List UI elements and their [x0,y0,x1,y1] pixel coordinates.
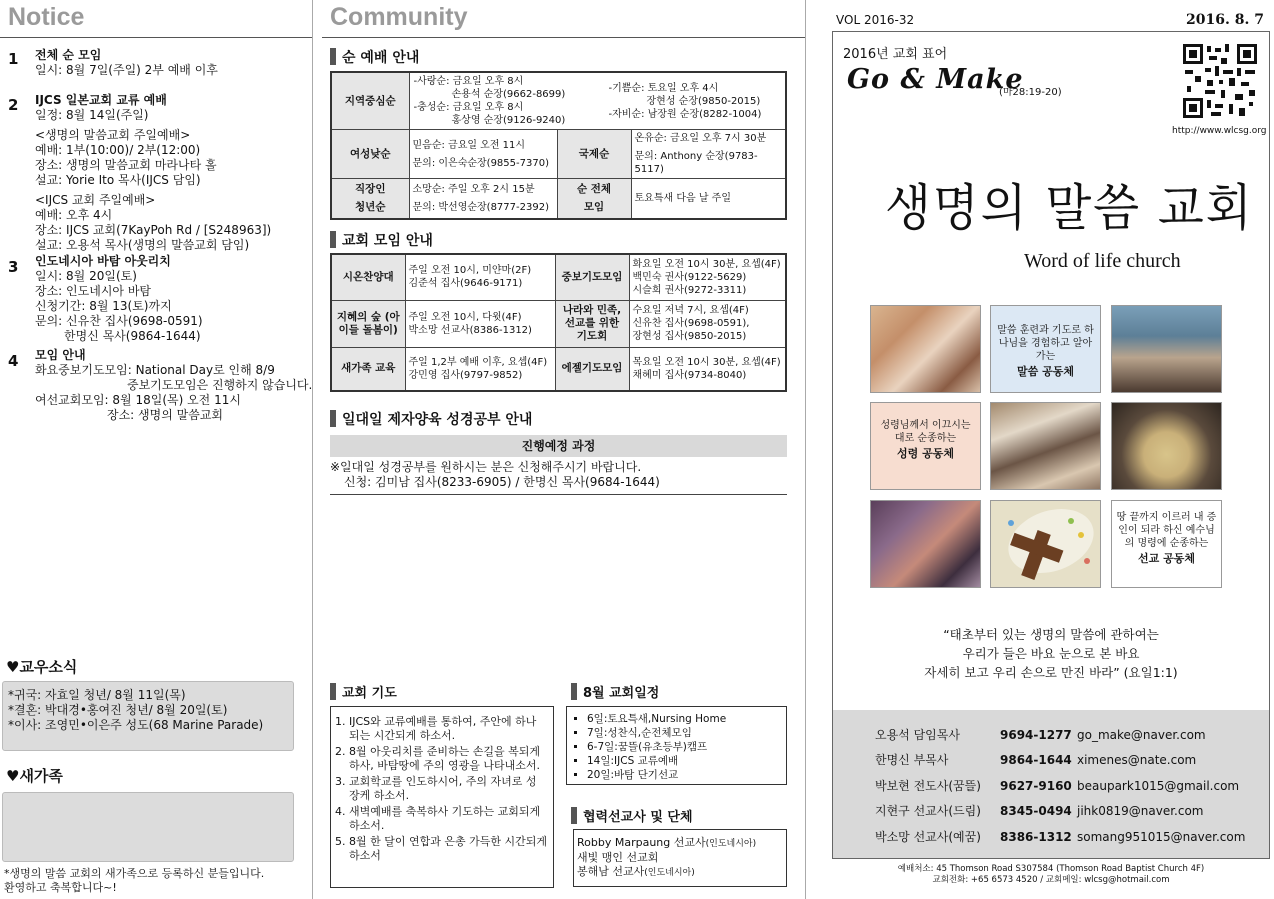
address-line: 예배처소: 45 Thomson Road S307584 (Thomson Road Baptist Church 4F) [897,864,1205,874]
meeting-text: 주일 오전 10시, 다윗(4F) [408,311,522,323]
mission-section-title: 협력선교사 및 단체 [571,806,693,825]
worship-text: 손용석 순장(9662-8699) [451,89,566,100]
quote-line: 우리가 들은 바요 눈으로 본 바요 [962,646,1140,661]
worship-text: -사랑순: 금요일 오후 8시 [413,76,524,87]
tile-spirit-community [870,402,981,490]
contact-name: 박보현 전도사(꿈뜰) [875,779,981,793]
contact-row [875,753,1196,768]
news-line: *이사: 조영민•이은주 성도(68 Marine Parade) [8,718,264,732]
notice-line: 화요중보기도모임: National Day로 인해 8/9 [35,363,275,377]
meeting-label: 새가족 교육 [331,347,405,391]
newfamily-note [4,867,309,895]
mission-item [577,865,783,880]
contact-phone: 8386-1312 [1000,830,1072,844]
bible-text [330,460,790,490]
worship-label: 지역중심순 [331,72,409,130]
contact-phone: 9864-1644 [1000,753,1072,767]
verse-ref: (마28:19-20) [999,87,1062,98]
contact-phone: 9627-9160 [1000,779,1072,793]
schedule-section-title: 8월 교회일정 [571,682,659,701]
schedule-item: ▪ 20일:바탐 단기선교 [587,768,782,782]
quote-line: 자세히 보고 우리 손으로 만진 바라” (요일1:1) [924,665,1178,680]
worship-text: 문의: Anthony 순장(9783-5117) [634,151,758,175]
prayer-item: 1. IJCS와 교류예배를 통하여, 주안에 하나되는 시간되게 하소서. [349,715,547,743]
schedule-box [566,706,787,785]
column-divider [312,0,313,899]
meeting-label: 중보기도모임 [555,254,629,300]
schedule-item: ▪ 6일:토요특새,Nursing Home [587,712,782,726]
worship-cell [409,179,557,219]
meeting-text: 수요일 저녁 7시, 요셉(4F) [632,305,749,316]
worship-text: -자비순: 남장원 순장(8282-1004) [608,109,762,120]
bible-line: 신청: 김미남 집사(8233-6905) / 한명신 목사(9684-1644) [344,475,660,489]
photo-prayer [870,500,981,588]
notice-line: 문의: 신유찬 집사(9698-0591) [35,314,203,328]
worship-label [331,179,409,219]
meeting-cell [629,347,786,391]
bible-line: ※일대일 성경공부를 원하시는 분은 신청해주시기 바랍니다. [330,460,642,474]
mission-item [577,836,783,851]
logo: Go & Make [847,64,1024,95]
mission-name: 새빛 맹인 선교회 [577,851,659,864]
address-line: 교회전화: +65 6573 4520 / 교회메일: wlcsg@hotmail.com [932,875,1170,885]
meeting-text: 신유찬 집사(9698-0591), [632,318,750,329]
notice-item-4 [35,348,312,423]
volume: VOL 2016-32 [836,13,915,27]
notice-item-3 [35,254,203,344]
meeting-text: 장현성 집사(9850-2015) [632,331,747,342]
newfamily-note-line: *생명의 말씀 교회의 새가족으로 등록하신 분들입니다. [4,867,265,880]
notice-title: IJCS 일본교회 교류 예배 [35,93,167,107]
qr-code-icon [1183,44,1257,118]
worship-text: 홍상영 순장(9126-9240) [451,115,566,126]
meeting-text: 화요일 오전 10시 30분, 요셉(4F) [632,258,781,270]
prayer-item: 3. 교회학교를 인도하시어, 주의 자녀로 성장케 하소서. [349,775,547,803]
meeting-text: 시슬희 권사(9272-3311) [632,284,747,296]
prayer-item: 4. 새벽예배를 축복하사 기도하는 교회되게 하소서. [349,805,547,833]
photo-group [990,402,1101,490]
notice-num: 2 [8,96,19,114]
meeting-label: 나라와 민족, 선교를 위한 기도회 [555,300,629,347]
quote-line: “태초부터 있는 생명의 말씀에 관하여는 [943,627,1159,642]
notice-line: <생명의 말씀교회 주일예배> [35,128,191,142]
column-divider [805,0,806,899]
meeting-cell [405,254,555,300]
worship-label: 여성낮순 [331,130,409,179]
worship-label [557,179,631,219]
news-title: ♥교우소식 [6,658,78,676]
contact-name: 오용석 담임목사 [875,728,960,742]
contact-row [875,779,1239,794]
meeting-text: 목요일 오전 10시 30분, 요셉(4F) [632,356,781,368]
photo-cross-craft [990,500,1101,588]
mission-box [573,829,787,887]
divider [330,494,787,495]
notice-line: 설교: 오용석 목사(생명의 말씀교회 담임) [35,238,250,252]
notice-line: 예배: 오후 4시 [35,208,113,222]
contact-row [875,830,1245,845]
prayer-box [330,706,554,888]
meeting-text: 주일 오전 10시, 미얀마(2F) [408,265,532,277]
schedule-item: ▪ 6-7일:꿈뜰(유초등부)캠프 [587,740,782,754]
newfamily-box [2,792,294,862]
notice-line: 한명신 목사(9864-1644) [64,329,201,343]
meeting-label: 지혜의 숲 (아이들 돌봄이) [331,300,405,347]
scripture-quote [832,625,1270,682]
notice-line: 일정: 8월 14일(주일) [35,108,149,122]
worship-section-title: 순 예배 안내 [330,47,419,67]
contact-phone: 9694-1277 [1000,728,1072,742]
tile-title: 말씀 공동체 [1017,365,1074,378]
worship-label-line: 직장인 [355,182,386,195]
contact-row [875,728,1206,743]
newfamily-note-line: 환영하고 축복합니다~! [4,881,117,894]
mission-item [577,851,783,865]
meeting-cell [405,300,555,347]
contact-email: go_make@naver.com [1077,728,1206,742]
worship-text: -충성순: 금요일 오후 8시 [413,102,524,113]
church-name-ko: 생명의 말씀 교회 [885,179,1254,237]
worship-text: 온유순: 금요일 오후 7시 30분 [634,133,767,144]
motto-label: 2016년 교회 표어 [843,47,948,62]
meeting-text: 백민숙 권사(9122-5629) [632,271,747,283]
photo-bible-study [870,305,981,393]
contact-name: 박소망 선교사(예꿈) [875,830,981,844]
notice-line: 중보기도모임은 진행하지 않습니다. [127,378,313,392]
meeting-text: 박소망 선교사(8386-1312) [408,324,532,336]
notice-line: 장소: 생명의 말씀교회 마라나타 홀 [35,158,217,172]
contact-phone: 8345-0494 [1000,804,1072,818]
worship-table [330,71,787,220]
contact-name: 한명신 부목사 [875,753,949,767]
schedule-item: ▪ 14일:IJCS 교류예배 [587,754,782,768]
notice-line: 장소: 생명의 말씀교회 [107,408,224,422]
news-line: *귀국: 자효일 청년/ 8월 11일(목) [8,688,186,702]
tile-title: 선교 공동체 [1138,552,1195,565]
tile-text: 성령님께서 이끄시는 대로 순종하는 [880,420,971,444]
contact-email: jihk0819@naver.com [1077,804,1204,818]
meetings-section-title: 교회 모임 안내 [330,230,433,250]
contact-name: 지현구 선교사(드림) [875,804,981,818]
prayer-item: 5. 8월 한 달이 연합과 은총 가득한 시간되게 하소서 [349,835,547,863]
tile-text: 말씀 훈련과 기도로 하나님을 경험하고 알아가는 [997,325,1094,362]
worship-cell [409,72,786,130]
bible-section-title: 일대일 제자양육 성경공부 안내 [330,409,532,429]
notice-num: 3 [8,258,19,276]
notice-num: 1 [8,50,19,68]
notice-item-2 [35,93,271,253]
worship-text: 믿음순: 금요일 오전 11시 [412,139,526,151]
notice-header: Notice [0,0,312,38]
tile-mission-community [1111,500,1222,588]
notice-line: 장소: 인도네시아 바탐 [35,284,152,298]
notice-line: 여선교회모임: 8월 18일(목) 오전 11시 [35,393,241,407]
mission-country: (인도네시아) [644,868,695,878]
contact-email: beaupark1015@gmail.com [1077,779,1240,793]
meeting-text: 주일 1,2부 예배 이후, 요셉(4F) [408,356,548,368]
tile-word-community [990,305,1101,393]
mission-name: Robby Marpaung 선교사 [577,836,706,849]
notice-title: 인도네시아 바탐 아웃리치 [35,254,171,268]
news-line: *결혼: 박대경•홍여진 청년/ 8월 20일(토) [8,703,228,717]
worship-text: 장현성 순장(9850-2015) [646,96,761,107]
church-name-en: Word of life church [1024,250,1181,272]
photo-circle-meeting [1111,402,1222,490]
prayer-section-title: 교회 기도 [330,682,397,701]
notice-line: 장소: IJCS 교회(7KayPoh Rd / [S248963]) [35,223,272,237]
notice-sub [35,193,271,253]
notice-line: 일시: 8월 20일(토) [35,269,137,283]
worship-text: 문의: 박선영순장(8777-2392) [412,201,549,213]
worship-cell [409,130,557,179]
worship-label-line: 모임 [583,200,605,213]
website-url: http://www.wlcsg.org [1172,126,1267,136]
contact-email: somang951015@naver.com [1077,830,1246,844]
address-footer [832,864,1270,886]
meeting-label: 에젤기도모임 [555,347,629,391]
prayer-item: 2. 8월 아웃리치를 준비하는 손길을 복되게 하사, 바탐땅에 주의 영광을 나타내소서. [349,745,547,773]
notice-num: 4 [8,352,19,370]
meeting-text: 강민영 집사(9797-9852) [408,369,523,381]
worship-label-line: 청년순 [355,200,386,213]
notice-sub [35,128,271,188]
meeting-text: 채혜미 집사(9734-8040) [632,369,747,381]
newfamily-title: ♥새가족 [6,767,63,785]
notice-line: 설교: Yorie Ito 목사(IJCS 담임) [35,173,201,187]
worship-text: 소망순: 주일 오후 2시 15분 [412,183,535,195]
photo-worship-hall [1111,305,1222,393]
issue-date: 2016. 8. 7 [1186,12,1264,28]
notice-title: 모임 안내 [35,348,86,362]
worship-label: 국제순 [557,130,631,179]
mission-country: (인도네시아) [705,839,757,849]
tile-text: 땅 끝까지 이르러 내 증인이 되라 하신 예수님의 명령에 순종하는 [1116,512,1217,549]
worship-text: -기쁨순: 토요일 오후 4시 [608,83,719,94]
news-box [2,681,294,751]
notice-line: 신청기간: 8월 13(토)까지 [35,299,172,313]
schedule-item: ▪ 7일:성찬식,순전체모임 [587,726,782,740]
meetings-table [330,253,787,392]
community-header: Community [322,0,805,38]
contact-email: ximenes@nate.com [1077,753,1197,767]
meeting-label: 시온찬양대 [331,254,405,300]
mission-name: 봉해남 선교사 [577,865,645,878]
meeting-cell [629,254,786,300]
meeting-cell [629,300,786,347]
meeting-text: 김준석 집사(9646-9171) [408,278,523,290]
worship-text: 문의: 이은숙순장(9855-7370) [412,157,549,169]
bible-band: 진행예정 과정 [330,435,787,457]
tile-title: 성령 공동체 [897,447,954,460]
worship-cell [631,130,786,179]
worship-cell: 토요특새 다음 날 주일 [631,179,786,219]
notice-line: <IJCS 교회 주일예배> [35,193,156,207]
notice-line: 일시: 8월 7일(주일) 2부 예배 이후 [35,63,218,77]
notice-line: 예배: 1부(10:00)/ 2부(12:00) [35,143,201,157]
contact-row [875,804,1203,819]
notice-title: 전체 순 모임 [35,48,102,62]
worship-label-line: 순 전체 [576,182,612,195]
meeting-cell [405,347,555,391]
notice-item-1 [35,48,218,78]
